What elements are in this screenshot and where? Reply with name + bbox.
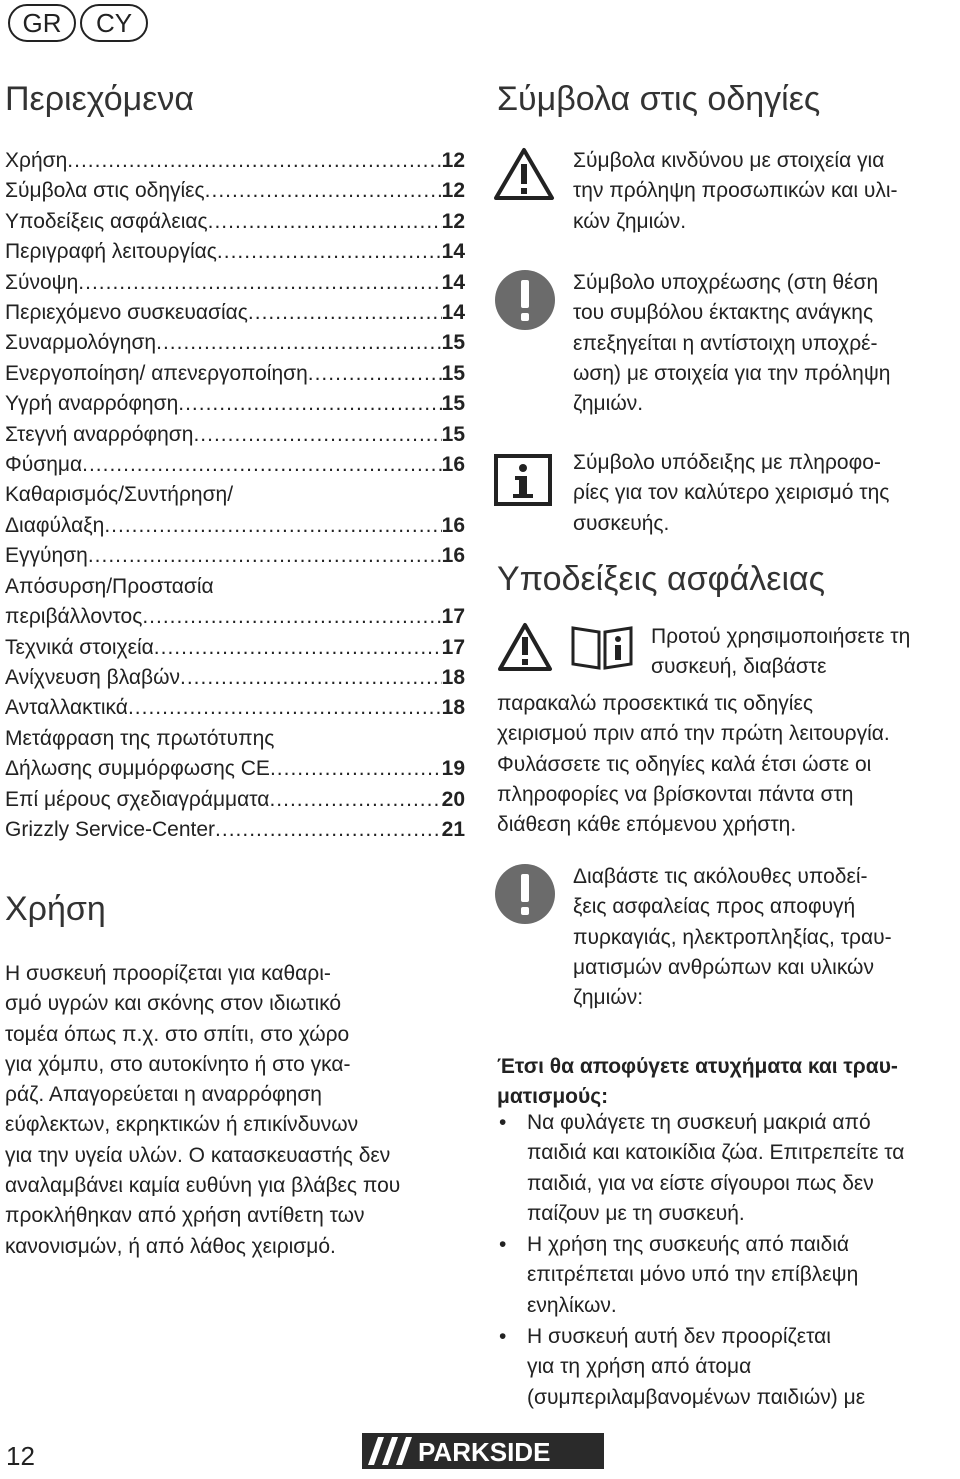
toc-item-title: Στεγνή αναρρόφηση xyxy=(5,422,194,446)
text-line: κανονισμών, ή από λάθος χειρισμό. xyxy=(5,1234,336,1258)
toc-item-title: Φύσημα xyxy=(5,453,83,477)
text-line: ράζ. Απαγορεύεται η αναρρόφηση xyxy=(5,1083,322,1107)
toc-leader-dots xyxy=(208,207,442,237)
toc-leader-dots xyxy=(269,785,441,815)
text-line: Σύμβολο υποχρέωσης (στη θέση xyxy=(573,271,879,294)
bullet-item xyxy=(497,1322,957,1413)
toc-title: Περιεχόμενα xyxy=(5,80,195,118)
toc-item-title: Περιγραφή λειτουργίας xyxy=(5,240,217,264)
text-line: παιδιά, για να είστε σίγουροι πως δεν xyxy=(527,1171,874,1195)
mandatory-exclamation-icon xyxy=(493,862,563,1013)
text-line: πυρκαγιάς, ηλεκτροπληξίας, τραυ- xyxy=(573,925,892,949)
toc-leader-dots xyxy=(193,420,441,450)
text-line: Να φυλάγετε τη συσκευή μακριά από xyxy=(527,1111,871,1134)
safety-notice-row xyxy=(493,862,892,1013)
safety-intro-row xyxy=(497,622,910,683)
toc-item-page: 18 xyxy=(441,665,465,689)
info-icon xyxy=(493,448,563,539)
text-line: Σύμβολο υπόδειξης με πληροφο- xyxy=(573,451,881,474)
toc-leader-dots xyxy=(217,237,442,267)
text-line: του συμβόλου έκτακτης ανάγκης xyxy=(573,301,874,325)
toc-leader-dots xyxy=(67,146,441,176)
text-line: Προτού χρησιμοποιήσετε τη xyxy=(651,625,911,648)
toc-item xyxy=(5,541,465,571)
page-number: 12 xyxy=(6,1441,35,1471)
toc-item xyxy=(5,420,465,450)
bullet-item xyxy=(497,1230,957,1321)
safety-body-paragraph xyxy=(497,689,957,840)
text-line: Διαβάστε τις ακόλουθες υποδεί- xyxy=(573,865,868,888)
toc-item-line: Απόσυρση/Προστασία xyxy=(5,574,214,598)
warning-triangle-icon xyxy=(493,146,563,237)
text-line: Η συσκευή αυτή δεν προορίζεται xyxy=(527,1325,831,1349)
toc-item-page: 17 xyxy=(441,605,465,629)
toc-leader-dots xyxy=(78,268,441,298)
toc-leader-dots xyxy=(104,511,441,541)
mandatory-exclamation-icon xyxy=(493,268,563,419)
toc-item-title: Ανταλλακτικά xyxy=(5,696,128,720)
warning-triangle-icon xyxy=(497,622,557,683)
toc-item xyxy=(5,815,465,845)
text-line: Η συσκευή προορίζεται για καθαρι- xyxy=(5,962,331,985)
toc-item-title: Συναρμολόγηση xyxy=(5,331,157,355)
toc-item-page: 12 xyxy=(441,179,465,203)
text-line: διάθεση κάθε επόμενου χρήστη. xyxy=(497,813,797,837)
symbols-title: Σύμβολα στις οδηγίες xyxy=(497,80,821,118)
text-line: παίζουν με τη συσκευή. xyxy=(527,1201,745,1225)
text-line: παρακαλώ προσεκτικά τις οδηγίες xyxy=(497,692,813,715)
toc-item-title: περιβάλλοντος xyxy=(5,605,143,629)
text-line: πληροφορίες να βρίσκονται πάντα στη xyxy=(497,782,854,806)
table-of-contents xyxy=(5,146,465,845)
accident-prevention-heading xyxy=(497,1052,957,1112)
safety-intro-text xyxy=(651,622,910,683)
toc-item-page: 12 xyxy=(441,209,465,233)
toc-leader-dots xyxy=(308,359,442,389)
text-line: Έτσι θα αποφύγετε ατυχήματα και τραυ- xyxy=(497,1055,898,1078)
safety-notice-text xyxy=(573,862,892,1013)
toc-item-title: Σύμβολα στις οδηγίες xyxy=(5,179,205,203)
safety-bullet-list xyxy=(497,1108,957,1414)
text-line: προκλήθηκαν από χρήση αντίθετη των xyxy=(5,1204,365,1228)
text-line: σμό υγρών και σκόνης στον ιδιωτικό xyxy=(5,992,342,1016)
text-line: για τη χρήση από άτομα xyxy=(527,1355,752,1379)
toc-item xyxy=(5,237,465,267)
toc-item-page: 17 xyxy=(441,635,465,659)
toc-leader-dots xyxy=(205,176,442,206)
text-line: τομέα όπως π.χ. στο σπίτι, στο χώρο xyxy=(5,1022,350,1046)
country-badges xyxy=(8,4,148,42)
toc-item xyxy=(5,328,465,358)
text-line: την πρόληψη προσωπικών και υλι- xyxy=(573,179,898,203)
toc-leader-dots xyxy=(88,541,442,571)
bullet-dot: • xyxy=(499,1111,507,1134)
text-line: κών ζημιών. xyxy=(573,209,687,233)
toc-item xyxy=(5,176,465,206)
toc-item-page: 15 xyxy=(441,361,465,385)
toc-item-title: Περιεχόμενο συσκευασίας xyxy=(5,301,248,325)
text-line: ξεις ασφαλείας προς αποφυγή xyxy=(573,895,856,919)
text-line: (συμπεριλαμβανομένων παιδιών) με xyxy=(527,1385,866,1409)
toc-item-page: 14 xyxy=(441,270,465,294)
toc-item xyxy=(5,359,465,389)
toc-item-page: 14 xyxy=(441,301,465,325)
toc-item-page: 15 xyxy=(441,331,465,355)
toc-item-title: Υποδείξεις ασφάλειας xyxy=(5,209,208,233)
text-line: για χόμπυ, στο αυτοκίνητο ή στο γκα- xyxy=(5,1052,351,1076)
safety-title: Υποδείξεις ασφάλειας xyxy=(497,560,826,598)
toc-item xyxy=(5,693,465,723)
text-line: εύφλεκτων, εκρηκτικών ή επικίνδυνων xyxy=(5,1113,359,1137)
text-line: συσκευής. xyxy=(573,511,670,535)
toc-item-page: 14 xyxy=(441,240,465,264)
symbol-row-info xyxy=(493,448,889,539)
bullet-item xyxy=(497,1108,957,1229)
parkside-logo xyxy=(362,1433,604,1469)
text-line: Σύμβολα κινδύνου με στοιχεία για xyxy=(573,149,885,172)
toc-item xyxy=(5,754,465,784)
toc-item xyxy=(5,511,465,541)
text-line: επιτρέπεται μόνο υπό την επίβλεψη xyxy=(527,1263,859,1287)
symbol-row-mandatory xyxy=(493,268,890,419)
text-line: ζημιών: xyxy=(573,986,644,1010)
toc-item-title: Διαφύλαξη xyxy=(5,513,105,537)
toc-item xyxy=(5,298,465,328)
text-line: ματισμούς: xyxy=(497,1085,609,1108)
symbol-text-mandatory xyxy=(573,268,890,419)
toc-item-title: Ανίχνευση βλαβών xyxy=(5,665,181,689)
toc-item-page: 21 xyxy=(441,817,465,841)
toc-leader-dots xyxy=(142,602,441,632)
toc-item-title: Δήλωσης συμμόρφωσης CE xyxy=(5,757,270,781)
toc-item-page: 19 xyxy=(441,757,465,781)
symbol-row-warning xyxy=(493,146,898,237)
toc-item-title: Ενεργοποίηση/ απενεργοποίηση xyxy=(5,361,308,385)
text-line: παιδιά και κατοικίδια ζώα. Επιτρεπείτε τα xyxy=(527,1141,905,1165)
toc-item-title: Χρήση xyxy=(5,149,68,172)
text-line: ωση) με στοιχεία για την πρόληψη xyxy=(573,361,891,385)
toc-item-title: Επί μέρους σχεδιαγράμματα xyxy=(5,787,270,811)
toc-leader-dots xyxy=(156,328,442,358)
country-badge-cy: CY xyxy=(80,4,148,42)
toc-leader-dots xyxy=(248,298,442,328)
text-line: για την υγεία υλών. Ο κατασκευαστής δεν xyxy=(5,1143,391,1167)
toc-item-title: Σύνοψη xyxy=(5,270,79,294)
toc-item xyxy=(5,450,465,480)
toc-item-title: Grizzly Service-Center xyxy=(5,817,216,841)
text-line: ρίες για τον καλύτερο χειρισμό της xyxy=(573,481,890,505)
toc-item xyxy=(5,268,465,298)
symbol-text-info xyxy=(573,448,889,539)
toc-leader-dots xyxy=(215,815,442,845)
text-line: ενηλίκων. xyxy=(527,1293,617,1317)
toc-item-page: 12 xyxy=(441,149,465,172)
toc-item-title: Υγρή αναρρόφηση xyxy=(5,392,179,416)
toc-item xyxy=(5,785,465,815)
toc-item-line: Καθαρισμός/Συντήρηση/ xyxy=(5,483,234,507)
text-line: Η χρήση της συσκευής από παιδιά xyxy=(527,1233,850,1257)
text-line: Φυλάσσετε τις οδηγίες καλά έτσι ώστε οι xyxy=(497,752,872,776)
toc-item-page: 15 xyxy=(441,392,465,416)
bullet-dot: • xyxy=(499,1325,507,1349)
text-line: ζημιών. xyxy=(573,392,644,416)
symbol-text-warning xyxy=(573,146,898,237)
toc-item-page: 20 xyxy=(441,787,465,811)
toc-item xyxy=(5,633,465,663)
text-line: ματισμών ανθρώπων και υλικών xyxy=(573,955,874,979)
usage-paragraph xyxy=(5,959,475,1262)
text-line: συσκευή, διαβάστε xyxy=(651,655,827,679)
toc-leader-dots xyxy=(128,693,442,723)
toc-item-line: Μετάφραση της πρωτότυπης xyxy=(5,726,275,750)
text-line: αναλαμβάνει καμία ευθύνη για βλάβες που xyxy=(5,1174,401,1198)
toc-item-page: 16 xyxy=(441,544,465,568)
toc-item xyxy=(5,146,465,176)
toc-leader-dots xyxy=(178,389,441,419)
toc-item xyxy=(5,602,465,632)
toc-item-page: 15 xyxy=(441,422,465,446)
toc-leader-dots xyxy=(154,633,442,663)
toc-item-title: Εγγύηση xyxy=(5,544,88,568)
toc-item-page: 18 xyxy=(441,696,465,720)
toc-item-page: 16 xyxy=(441,513,465,537)
toc-item-title: Τεχνικά στοιχεία xyxy=(5,635,154,659)
brand-wordmark: PARKSIDE xyxy=(418,1437,551,1467)
toc-item xyxy=(5,389,465,419)
usage-title: Χρήση xyxy=(5,890,106,928)
manual-book-icon xyxy=(569,622,639,683)
toc-leader-dots xyxy=(270,754,442,784)
toc-item xyxy=(5,663,465,693)
toc-item-page: 16 xyxy=(441,453,465,477)
text-line: χειρισμού πριν από την πρώτη λειτουργία. xyxy=(497,722,890,746)
toc-leader-dots xyxy=(180,663,442,693)
toc-item xyxy=(5,207,465,237)
country-badge-gr: GR xyxy=(8,4,76,42)
toc-leader-dots xyxy=(82,450,442,480)
text-line: επεξηγείται η αντίστοιχη υποχρέ- xyxy=(573,331,878,355)
bullet-dot: • xyxy=(499,1233,507,1257)
